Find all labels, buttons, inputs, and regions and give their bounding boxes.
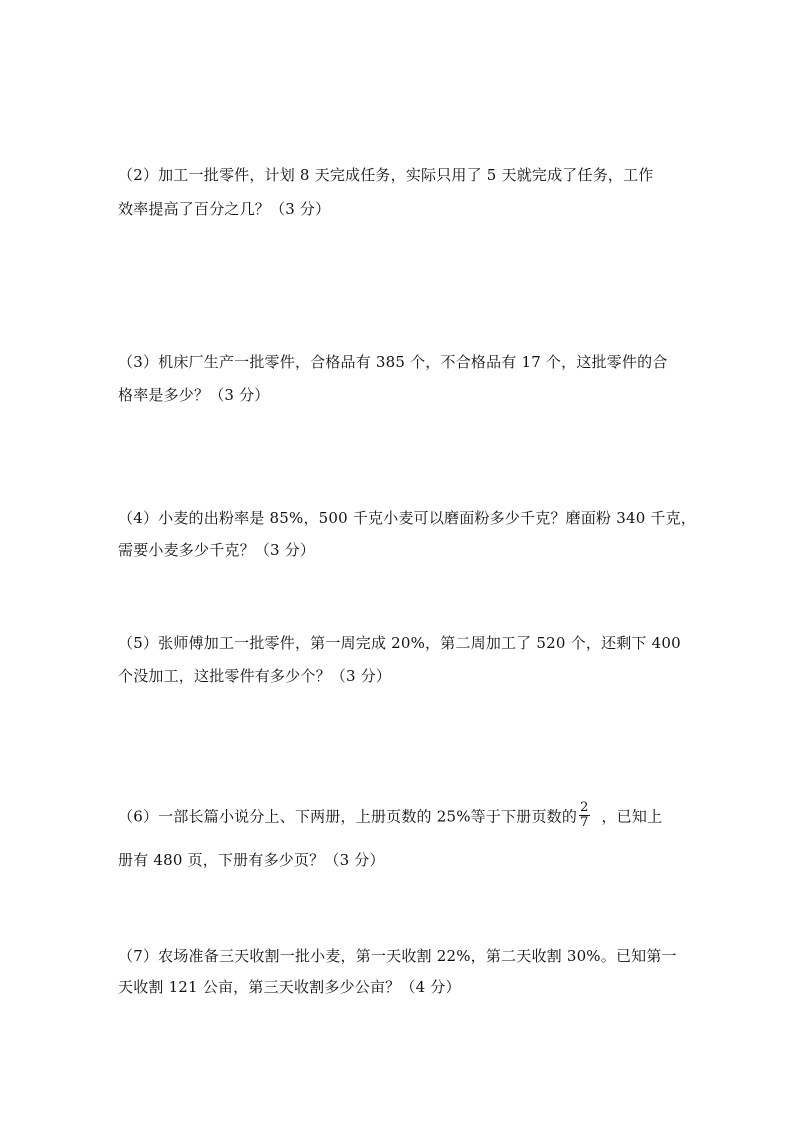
problem-6-line-1 bbox=[118, 800, 663, 832]
problem-6-text-after: ，已知上 bbox=[601, 807, 663, 826]
problem-6-line-2: 册有 480 页，下册有多少页？（3 分） bbox=[118, 851, 385, 869]
problem-6-text-before: （6）一部长篇小说分上、下两册，上册页数的 25%等于下册页数的 bbox=[118, 807, 578, 826]
fraction-two-sevenths bbox=[579, 801, 589, 830]
fraction-numerator: 2 bbox=[580, 800, 589, 815]
problem-2-line-1: （2）加工一批零件，计划 8 天完成任务，实际只用了 5 天就完成了任务，工作 bbox=[118, 166, 654, 184]
problem-4-line-1: （4）小麦的出粉率是 85%，500 千克小麦可以磨面粉多少千克？磨面粉 340 千克， bbox=[118, 509, 697, 527]
problem-3-line-1: （3）机床厂生产一批零件，合格品有 385 个，不合格品有 17 个，这批零件的合 bbox=[118, 353, 668, 371]
problem-3-line-2: 格率是多少？（3 分） bbox=[118, 386, 270, 404]
fraction-denominator: 7 bbox=[580, 815, 589, 830]
problem-5-line-1: （5）张师傅加工一批零件，第一周完成 20%，第二周加工了 520 个，还剩下 400 bbox=[118, 634, 681, 652]
problem-5-line-2: 个没加工，这批零件有多少个？（3 分） bbox=[118, 667, 392, 685]
problem-2-line-2: 效率提高了百分之几？（3 分） bbox=[118, 200, 331, 218]
problem-7-line-1: （7）农场准备三天收割一批小麦，第一天收割 22%，第二天收割 30%。已知第一 bbox=[118, 947, 677, 965]
problem-7-line-2: 天收割 121 公亩，第三天收割多少公亩？（4 分） bbox=[118, 978, 461, 996]
problem-4-line-2: 需要小麦多少千克？（3 分） bbox=[118, 541, 316, 559]
